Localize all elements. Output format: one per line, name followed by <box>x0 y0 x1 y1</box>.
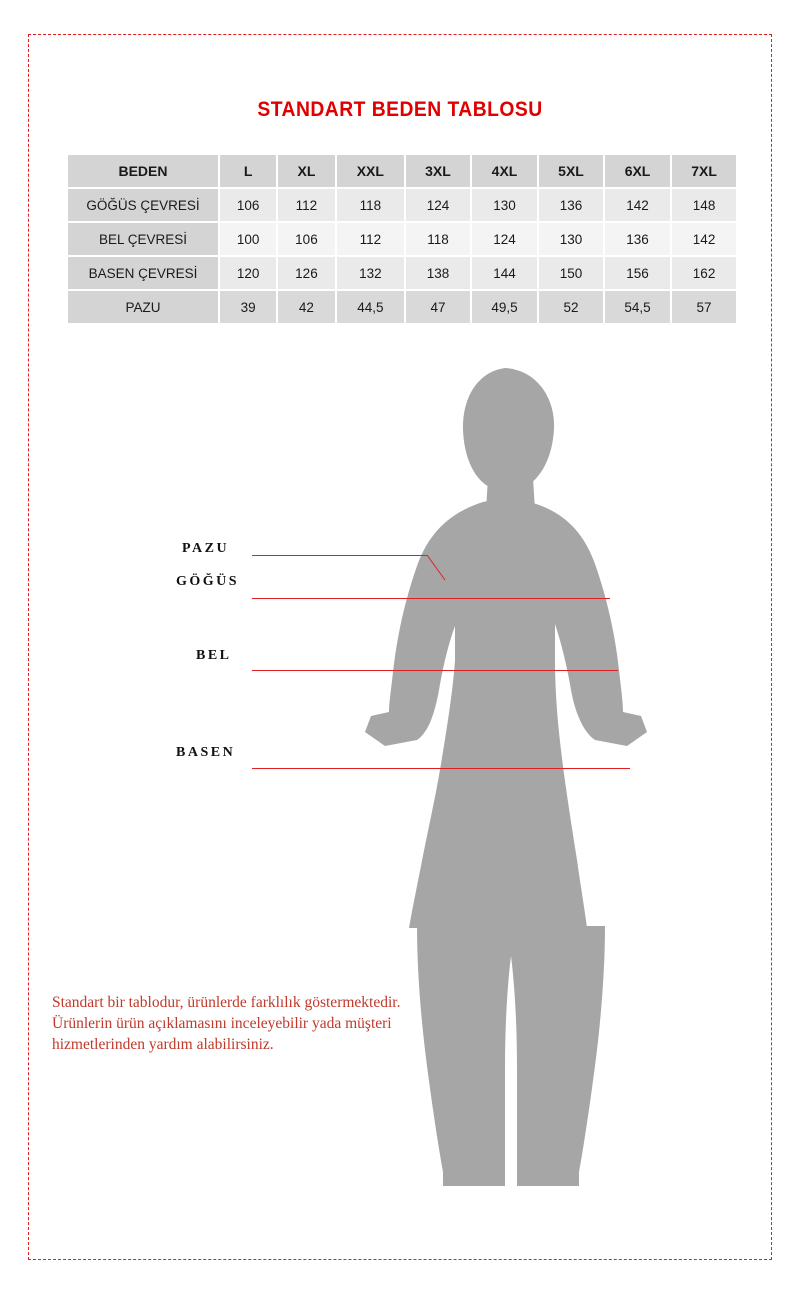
column-header-beden: BEDEN <box>67 154 219 188</box>
cell: 39 <box>219 290 277 324</box>
cell: 42 <box>277 290 335 324</box>
table-row <box>67 222 737 256</box>
cell: 100 <box>219 222 277 256</box>
callout-line-bel <box>252 670 618 671</box>
cell: 118 <box>336 188 405 222</box>
column-header-l: L <box>219 154 277 188</box>
cell: 44,5 <box>336 290 405 324</box>
cell: 130 <box>471 188 538 222</box>
callout-diag-pazu <box>400 520 460 600</box>
size-table-body <box>67 188 737 324</box>
column-header-xxl: XXL <box>336 154 405 188</box>
table-row <box>67 256 737 290</box>
cell: 57 <box>671 290 737 324</box>
cell: 118 <box>405 222 471 256</box>
column-header-5xl: 5XL <box>538 154 604 188</box>
size-table-header <box>67 154 737 188</box>
cell: 144 <box>471 256 538 290</box>
cell: 150 <box>538 256 604 290</box>
row-label-pazu: PAZU <box>67 290 219 324</box>
cell: 138 <box>405 256 471 290</box>
cell: 142 <box>604 188 671 222</box>
row-label-basen-cevresi: BASEN ÇEVRESİ <box>67 256 219 290</box>
cell: 120 <box>219 256 277 290</box>
cell: 156 <box>604 256 671 290</box>
row-label-bel-cevresi: BEL ÇEVRESİ <box>67 222 219 256</box>
cell: 106 <box>219 188 277 222</box>
cell: 112 <box>277 188 335 222</box>
note-line-3: hizmetlerinden yardım alabilirsiniz. <box>52 1036 274 1053</box>
cell: 106 <box>277 222 335 256</box>
table-header-row <box>67 154 737 188</box>
cell: 126 <box>277 256 335 290</box>
callout-label-bel: BEL <box>196 648 232 663</box>
size-table <box>66 153 738 325</box>
cell: 132 <box>336 256 405 290</box>
callout-line-basen <box>252 768 630 769</box>
cell: 112 <box>336 222 405 256</box>
callout-line-gogus <box>252 598 610 599</box>
callout-label-basen: BASEN <box>176 745 236 760</box>
callout-label-gogus: GÖĞÜS <box>176 574 240 589</box>
column-header-xl: XL <box>277 154 335 188</box>
cell: 52 <box>538 290 604 324</box>
cell: 54,5 <box>604 290 671 324</box>
table-row <box>67 290 737 324</box>
cell: 142 <box>671 222 737 256</box>
table-row <box>67 188 737 222</box>
disclaimer-note <box>52 992 482 1055</box>
row-label-gogus-cevresi: GÖĞÜS ÇEVRESİ <box>67 188 219 222</box>
note-line-1: Standart bir tablodur, ürünlerde farklılık göstermektedir. <box>52 994 401 1011</box>
cell: 49,5 <box>471 290 538 324</box>
cell: 136 <box>538 188 604 222</box>
page-title: STANDART BEDEN TABLOSU <box>257 98 543 121</box>
column-header-7xl: 7XL <box>671 154 737 188</box>
column-header-3xl: 3XL <box>405 154 471 188</box>
cell: 148 <box>671 188 737 222</box>
cell: 124 <box>405 188 471 222</box>
body-silhouette-illustration <box>355 360 715 1190</box>
callout-label-pazu: PAZU <box>182 541 230 556</box>
column-header-6xl: 6XL <box>604 154 671 188</box>
cell: 136 <box>604 222 671 256</box>
cell: 124 <box>471 222 538 256</box>
column-header-4xl: 4XL <box>471 154 538 188</box>
cell: 47 <box>405 290 471 324</box>
note-line-2: Ürünlerin ürün açıklamasını inceleyebilir yada müşteri <box>52 1015 392 1032</box>
cell: 162 <box>671 256 737 290</box>
cell: 130 <box>538 222 604 256</box>
